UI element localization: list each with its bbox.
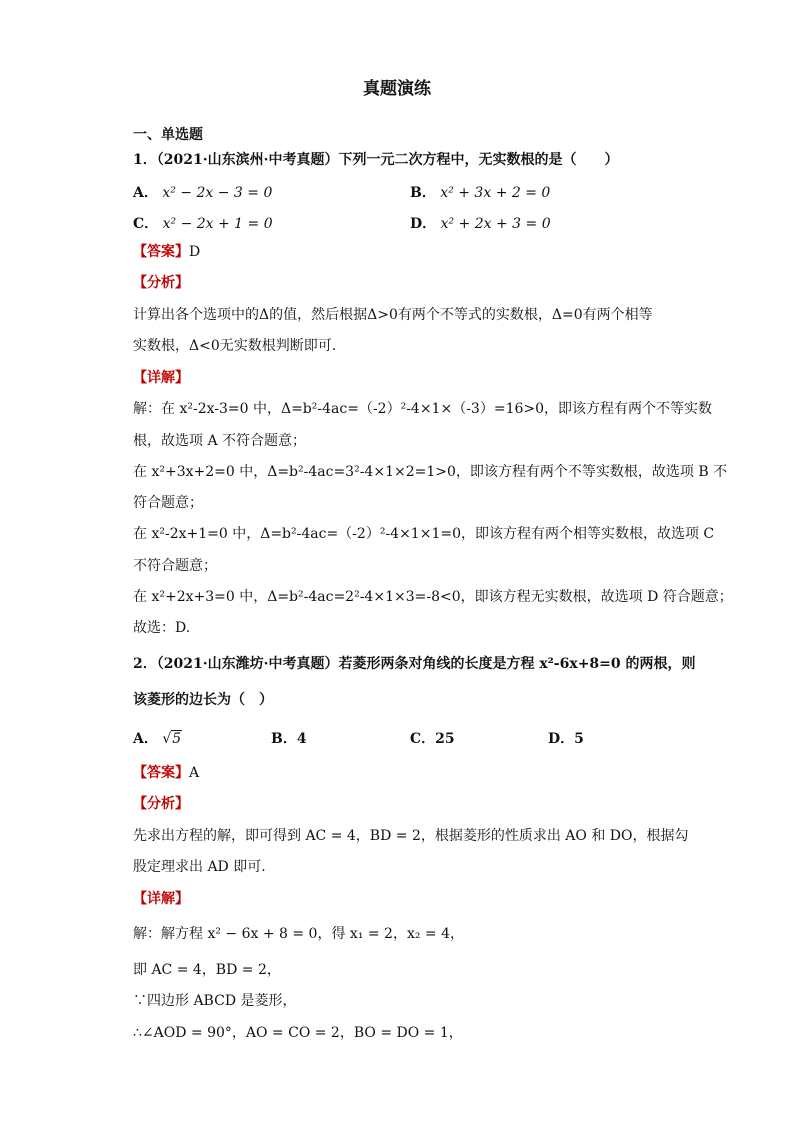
q2-detail-line: 即 AC = 4，BD = 2， (133, 962, 281, 978)
q2-detail-line: ∵四边形 ABCD 是菱形， (133, 993, 297, 1009)
q2-option-b (271, 728, 307, 748)
q1-option-d-expr: x² + 2x + 3 = 0 (440, 216, 551, 232)
q2-option-c-expr: 25 (435, 731, 455, 747)
q2-option-a (133, 728, 182, 748)
q1-answer (133, 244, 200, 260)
q1-detail-line: 在 x²+2x+3=0 中，Δ=b²-4ac=2²-4×1×3=-8<0，即该方程无实数根，故选项 D 符合题意； (133, 589, 733, 605)
q2-option-b-label: B． (271, 731, 297, 747)
q1-detail-line: 在 x²+3x+2=0 中，Δ=b²-4ac=3²-4×1×2=1>0，即该方程有两个不等实数根，故选项 B 不 (133, 464, 728, 480)
q1-analysis-line: 计算出各个选项中的Δ的值，然后根据Δ>0有两个不等式的实数根，Δ=0有两个相等 (133, 307, 653, 323)
q1-option-d (410, 213, 551, 233)
q2-stem-line: 该菱形的边长为（ ） (133, 692, 273, 708)
q2-analysis-line: 股定理求出 AD 即可. (133, 859, 266, 875)
q1-option-b-expr: x² + 3x + 2 = 0 (440, 185, 551, 201)
q1-answer-value: D (189, 244, 201, 260)
q2-stem-line: 2．（2021·山东潍坊·中考真题）若菱形两条对角线的长度是方程 x²-6x+8=0 的两根，则 (133, 656, 696, 672)
q1-option-b (410, 182, 550, 202)
q1-detail-line: 故选：D. (133, 620, 191, 636)
q2-option-a-label: A． (133, 731, 158, 747)
q2-answer-value: A (189, 765, 200, 781)
q1-detail-line: 不符合题意； (133, 558, 217, 574)
page-title: 真题演练 (363, 79, 431, 99)
q1-option-a-expr: x² − 2x − 3 = 0 (162, 185, 273, 201)
q1-detail-line: 解：在 x²-2x-3=0 中，Δ=b²-4ac=（-2）²-4×1×（-3）=16>0，即该方程有两个不等实数 (133, 401, 713, 417)
q2-option-c (410, 728, 455, 748)
q1-detail-line: 根，故选项 A 不符合题意； (133, 433, 307, 449)
section-heading: 一、单选题 (133, 127, 203, 143)
q1-option-c (133, 213, 273, 233)
q2-analysis-tag: 【分析】 (133, 796, 189, 812)
q2-option-b-expr: 4 (296, 731, 307, 747)
q1-detail-tag: 【详解】 (133, 370, 189, 386)
sqrt-symbol: √5 (162, 731, 182, 747)
q2-option-c-label: C． (410, 731, 436, 747)
q2-detail-tag: 【详解】 (133, 891, 189, 907)
q2-detail-line: 解：解方程 x² − 6x + 8 = 0，得 x₁ = 2，x₂ = 4， (133, 926, 465, 942)
q2-answer-tag: 【答案】 (133, 765, 189, 781)
q1-option-c-expr: x² − 2x + 1 = 0 (162, 216, 273, 232)
q1-answer-tag: 【答案】 (133, 244, 189, 260)
q2-option-d (548, 728, 584, 748)
q2-detail-line: ∴∠AOD = 90°，AO = CO = 2，BO = DO = 1， (133, 1025, 463, 1041)
q1-detail-line: 在 x²-2x+1=0 中，Δ=b²-4ac=（-2）²-4×1×1=0，即该方程有两个相等实数根，故选项 C (133, 526, 715, 542)
q2-option-d-label: D． (548, 731, 575, 747)
q1-analysis-tag: 【分析】 (133, 275, 189, 291)
q1-option-a (133, 182, 272, 202)
q1-analysis-line: 实数根，Δ<0无实数根判断即可. (133, 338, 337, 354)
q2-answer (133, 765, 199, 781)
q1-option-d-label: D． (410, 216, 437, 232)
q1-stem: 1．（2021·山东滨州·中考真题）下列一元二次方程中，无实数根的是（ ） (133, 152, 619, 168)
q1-option-a-label: A． (133, 185, 158, 201)
q1-option-c-label: C． (133, 216, 159, 232)
q2-option-d-expr: 5 (574, 731, 584, 747)
q2-analysis-line: 先求出方程的解，即可得到 AC = 4，BD = 2，根据菱形的性质求出 AO 和 DO，根据勾 (133, 828, 689, 844)
q1-detail-line: 符合题意； (133, 495, 203, 511)
q1-option-b-label: B． (410, 185, 436, 201)
q2-option-a-expr: 5 (172, 731, 182, 747)
